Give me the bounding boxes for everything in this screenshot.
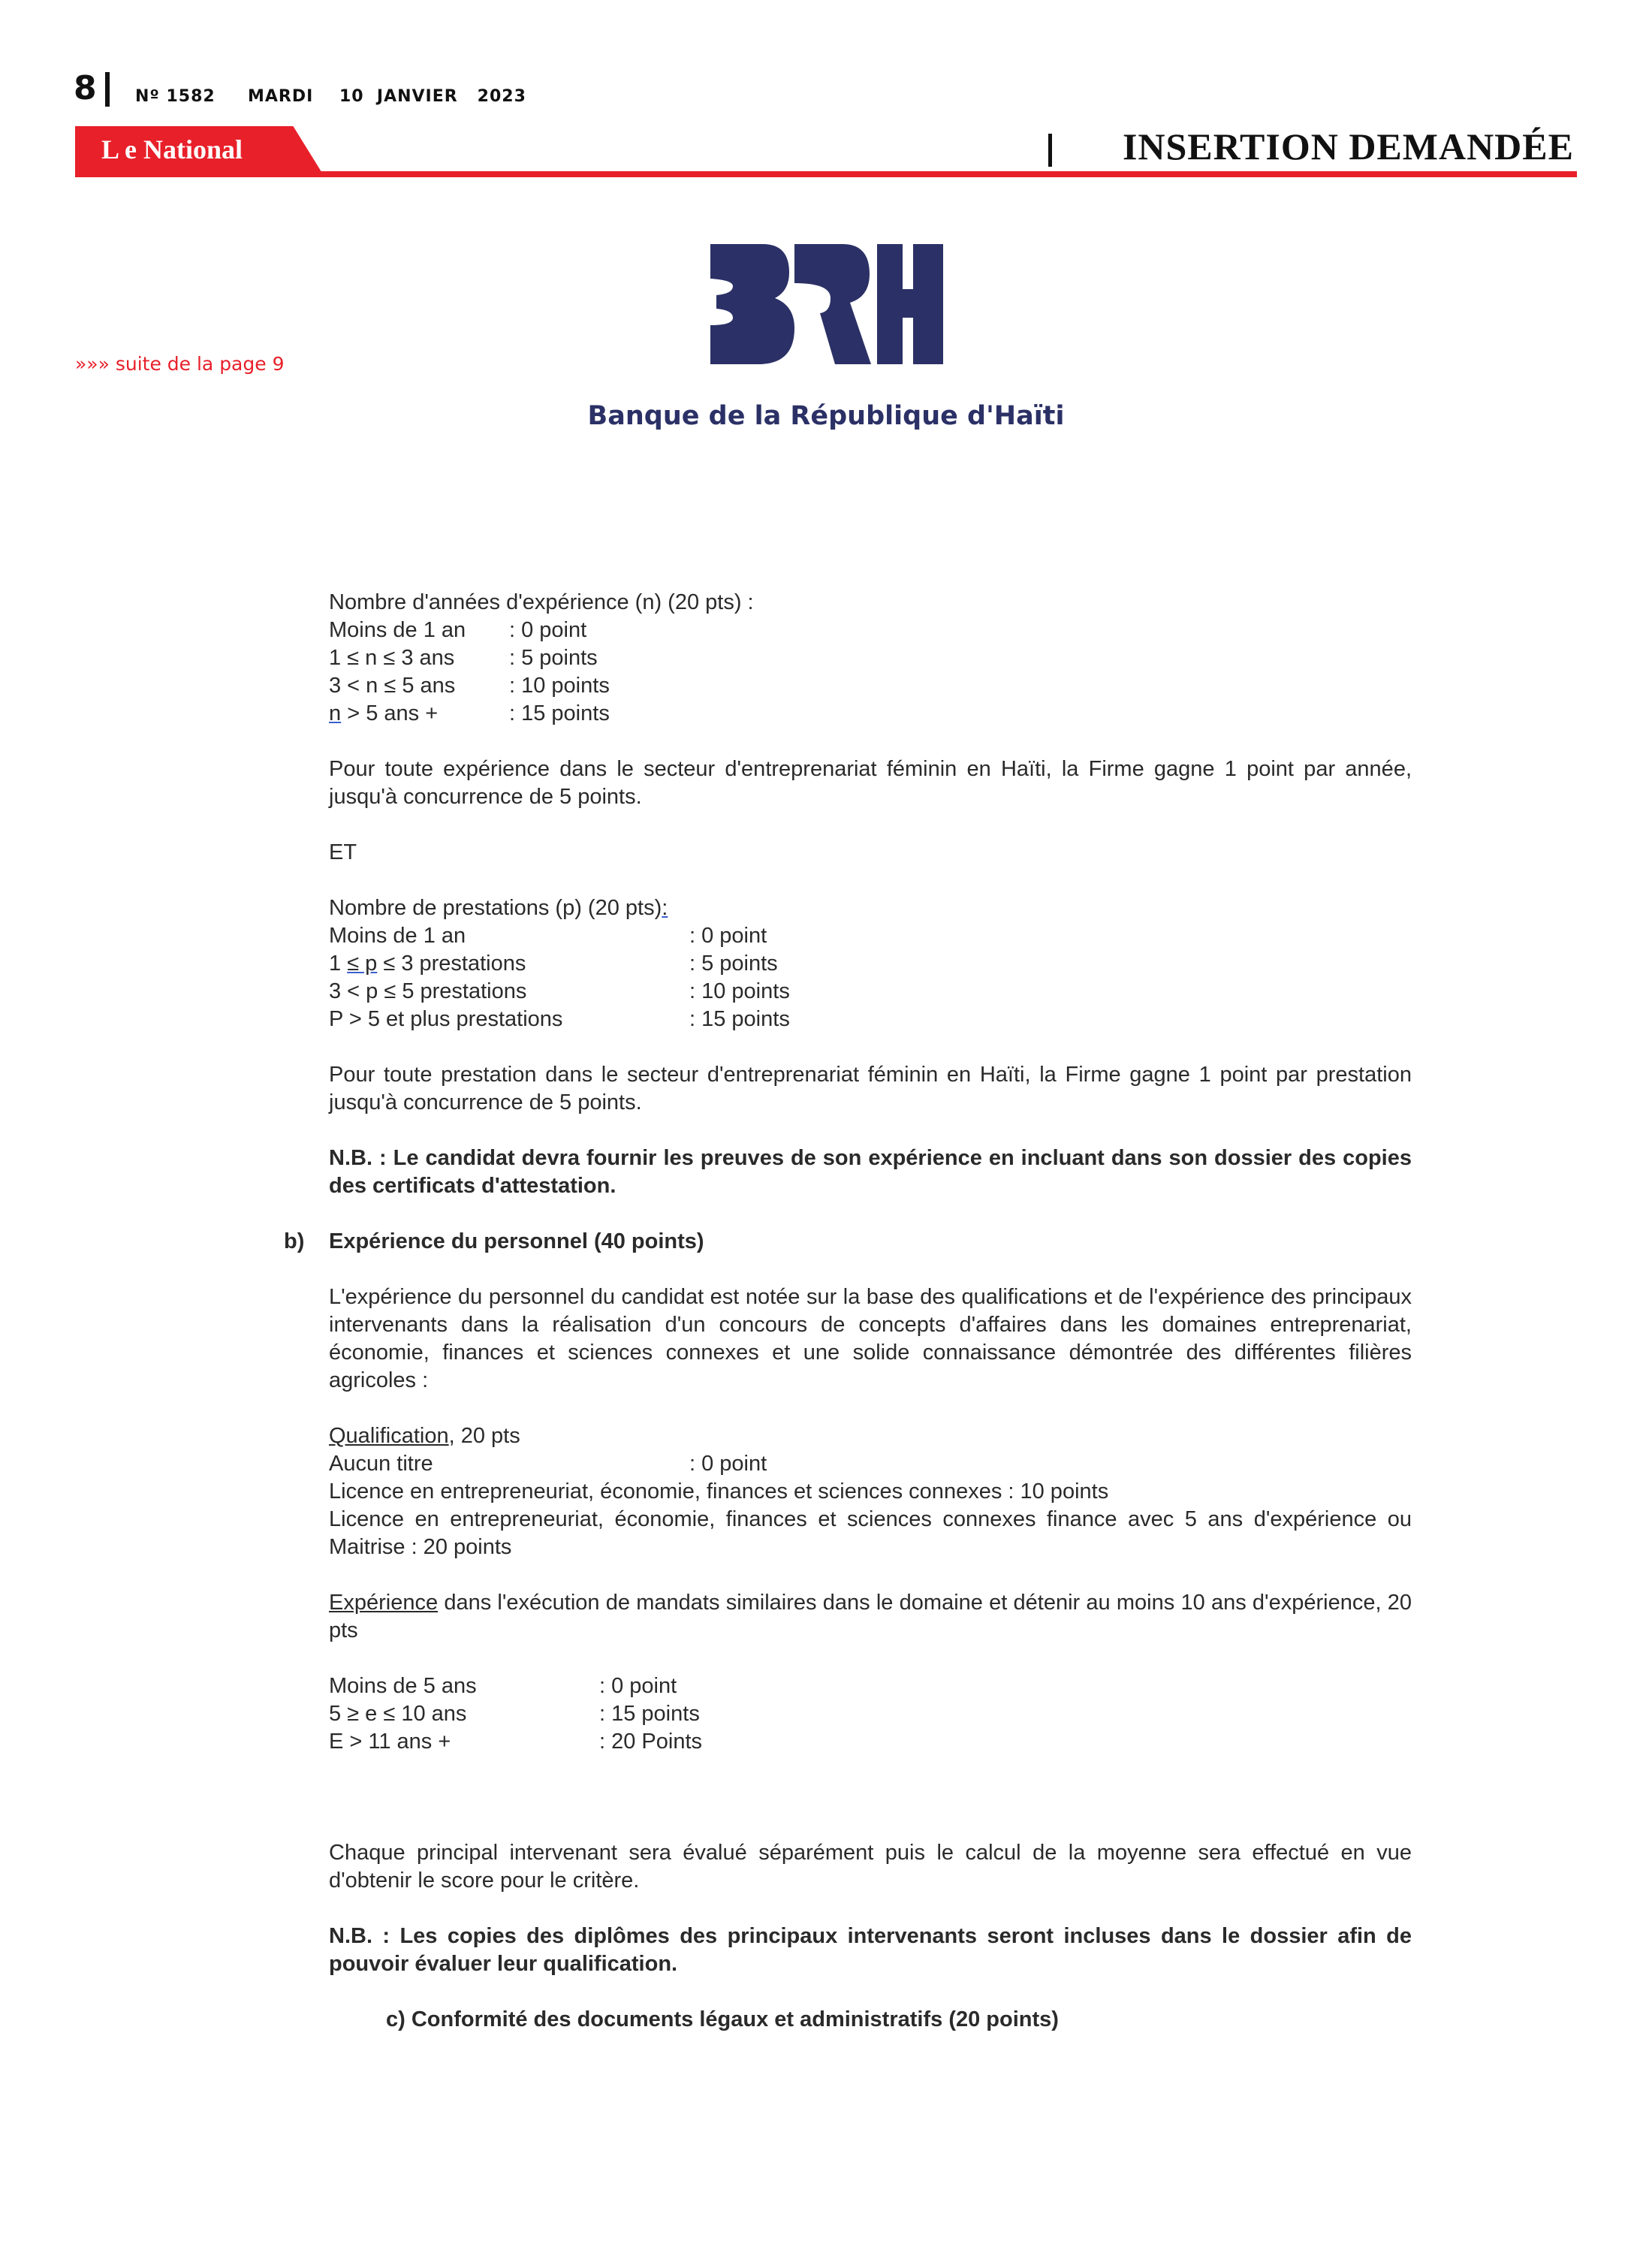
- list-item: [329, 672, 1412, 700]
- row-label: 1 ≤ n ≤ 3 ans: [329, 646, 455, 670]
- list-item: [329, 978, 1412, 1006]
- list-item: [329, 644, 1412, 672]
- prestations-block: [329, 894, 1412, 1033]
- experience-text: dans l'exécution de mandats similaires dans le domaine et détenir au moins 10 ans d'expérience, 20 pts: [329, 1591, 1412, 1642]
- list-item: [329, 1700, 1412, 1728]
- row-value: : 15 points: [599, 1702, 700, 1726]
- row-label: 3 < p ≤ 5 prestations: [329, 979, 527, 1003]
- row-label-underlined: ≤ p: [347, 952, 378, 976]
- list-item: [329, 700, 1412, 728]
- qualification-line-2: Licence en entrepreneuriat, économie, finances et sciences connexes finance avec 5 ans d'expérience ou Maitrise : 20 points: [329, 1507, 1412, 1559]
- row-value: : 10 points: [509, 674, 610, 698]
- row-value: : 0 point: [599, 1674, 677, 1698]
- row-label: Moins de 1 an: [329, 618, 466, 642]
- section-title: INSERTION DEMANDÉE: [1122, 125, 1574, 167]
- brh-logo-icon: [710, 244, 943, 364]
- list-item: [329, 922, 1412, 950]
- section-b-marker: b): [284, 1229, 305, 1253]
- row-label: [329, 700, 509, 728]
- section-divider: [1048, 134, 1052, 167]
- list-item: [329, 1450, 1412, 1478]
- header-rule: [75, 171, 1577, 177]
- page-number-divider: [105, 72, 110, 107]
- prestations-title-colon: :: [662, 896, 668, 920]
- experience-paragraph: [329, 1589, 1412, 1645]
- bank-name: Banque de la République d'Haïti: [587, 401, 1065, 431]
- row-label: P > 5 et plus prestations: [329, 1007, 563, 1031]
- spacer: [329, 1784, 1412, 1839]
- issue-date: 10 JANVIER 2023: [339, 87, 526, 106]
- row-label: [329, 950, 689, 978]
- row-value: : 15 points: [689, 1007, 790, 1031]
- section-b-title: Expérience du personnel (40 points): [329, 1229, 704, 1253]
- list-item: [329, 950, 1412, 978]
- list-item: [329, 1728, 1412, 1756]
- qualification-title-suffix: , 20 pts: [448, 1424, 520, 1448]
- row-label-rest: > 5 ans +: [341, 701, 439, 725]
- section-b-heading: [284, 1228, 1412, 1256]
- row-label: 5 ≥ e ≤ 10 ans: [329, 1702, 467, 1726]
- evaluation-paragraph: Chaque principal intervenant sera évalué séparément puis le calcul de la moyenne sera effectué en vue d'obtenir le score pour le critère.: [329, 1841, 1412, 1893]
- nb-note-1: N.B. : Le candidat devra fournir les preuves de son expérience en incluant dans son dossier des copies des certificats d'attestation.: [329, 1146, 1412, 1198]
- row-label: Moins de 5 ans: [329, 1674, 477, 1698]
- section-c-heading: c) Conformité des documents légaux et administratifs (20 points): [386, 2007, 1059, 2031]
- qualification-title: [329, 1422, 1412, 1450]
- experience-table: [329, 1672, 1412, 1756]
- section-b-intro: L'expérience du personnel du candidat est notée sur la base des qualifications et de l'expérience des principaux intervenants dans la réalisation d'un concours de concepts d'affaires dans les domaines entreprenariat, économie, finances et sciences connexes et une solide connaissance démontrée des différentes filières agricoles :: [329, 1285, 1412, 1392]
- nb-note-2: N.B. : Les copies des diplômes des principaux intervenants seront incluses dans le dossier afin de pouvoir évaluer leur qualification.: [329, 1924, 1412, 1976]
- row-label: 3 < n ≤ 5 ans: [329, 674, 456, 698]
- list-item: [329, 617, 1412, 644]
- row-label: E > 11 ans +: [329, 1730, 451, 1754]
- row-label-pre: 1: [329, 952, 348, 976]
- page-number: 8: [74, 69, 97, 107]
- newspaper-name: L e National: [101, 134, 243, 164]
- continued-from-note: »»» suite de la page 9: [75, 353, 285, 375]
- row-value: : 5 points: [509, 646, 598, 670]
- row-value: : 5 points: [689, 952, 778, 976]
- issue-weekday: MARDI: [248, 87, 314, 106]
- qualification-line-1: Licence en entrepreneuriat, économie, finances et sciences connexes : 10 points: [329, 1479, 1109, 1504]
- row-value: : 10 points: [689, 979, 790, 1003]
- row-label-rest: ≤ 3 prestations: [377, 952, 526, 976]
- article-body: [284, 589, 1412, 2034]
- qualification-title-text: Qualification: [329, 1424, 449, 1448]
- row-value: : 0 point: [509, 618, 587, 642]
- row-value: : 0 point: [689, 924, 767, 948]
- prestations-title: [329, 894, 1412, 922]
- experience-title: Expérience: [329, 1591, 439, 1615]
- row-value: : 0 point: [689, 1452, 767, 1476]
- experience-years-title: Nombre d'années d'expérience (n) (20 pts) :: [329, 590, 754, 614]
- prestations-note: Pour toute prestation dans le secteur d'entreprenariat féminin en Haïti, la Firme gagne 1 point par prestation jusqu'à concurrence de 5 points.: [329, 1063, 1412, 1114]
- issue-number: Nº 1582: [135, 87, 216, 106]
- row-label-prefix: n: [329, 701, 342, 725]
- experience-years-note: Pour toute expérience dans le secteur d'entreprenariat féminin en Haïti, la Firme gagne 1 point par année, jusqu'à concurrence de 5 points.: [329, 757, 1412, 809]
- list-item: [329, 1672, 1412, 1700]
- qualification-block: [329, 1422, 1412, 1561]
- row-label: Moins de 1 an: [329, 924, 466, 948]
- row-value: : 20 Points: [599, 1730, 703, 1754]
- row-value: : 15 points: [509, 701, 610, 725]
- row-label: Aucun titre: [329, 1452, 433, 1476]
- experience-years-block: [329, 589, 1412, 728]
- issue-line: [135, 87, 526, 106]
- prestations-title-text: Nombre de prestations (p) (20 pts): [329, 896, 662, 920]
- list-item: [329, 1006, 1412, 1033]
- conjunction: ET: [329, 840, 357, 864]
